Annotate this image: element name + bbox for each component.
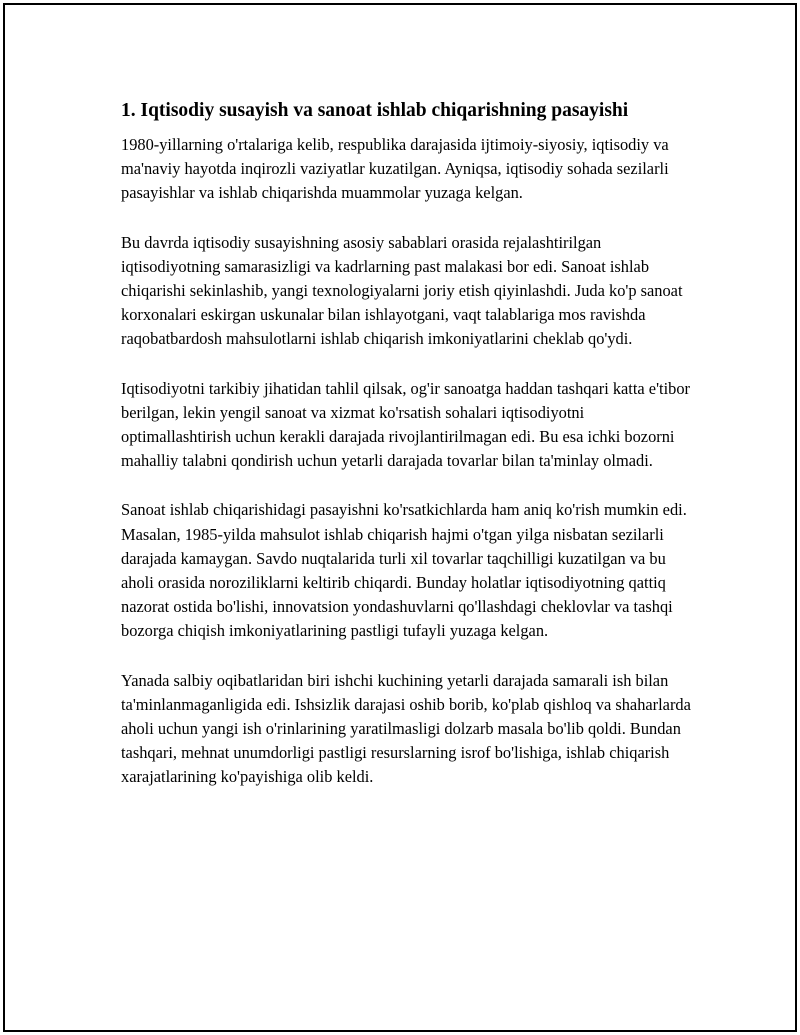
section-heading: 1. Iqtisodiy susayish va sanoat ishlab chiqarishning pasayishi [121,100,629,121]
paragraph-2: Bu davrda iqtisodiy susayishning asosiy sabablari orasida rejalashtirilgan iqtisodiyotning samarasizligi va kadrlarning past malakasi bor edi. Sanoat ishlab chiqarishi sekinlashib, yangi texnologiyalarni joriy etish qiyinlashdi. Juda ko'p sanoat korxonalari eskirgan uskunalar bilan ishlayotgani, vaqt talablariga mos ravishda raqobatbardosh mahsulotlarni ishlab chiqarish imkoniyatlarini cheklab qo'ydi. [121,232,683,349]
paragraph-4: Sanoat ishlab chiqarishidagi pasayishni ko'rsatkichlarda ham aniq ko'rish mumkin edi. Masalan, 1985-yilda mahsulot ishlab chiqarish hajmi o'tgan yilga nisbatan sezilarli darajada kamaygan. Savdo nuqtalarida turli xil tovarlar taqchilligi kuzatilgan va bu aholi orasida noroziliklarni keltirib chiqardi. Bunday holatlar iqtisodiyotning qattiq nazorat ostida bo'lishi, innovatsion yondashuvlarni qo'llashdagi cheklovlar va tashqi bozorga chiqish imkoniyatlarining pastligi tufayli yuzaga kelgan. [121,500,687,641]
paragraph-5: Yanada salbiy oqibatlaridan biri ishchi kuchining yetarli darajada samarali ish bilan ta'minlanmaganligida edi. Ishsizlik darajasi oshib borib, ko'plab qishloq va shaharlarda aholi uchun yangi ish o'rinlarining yaratilmasligi dolzarb masala bo'lib qoldi. Bundan tashqari, mehnat unumdorligi pastligi resurslarning isrof bo'lishiga, ishlab chiqarish xarajatlarining ko'payishiga olib keldi. [121,670,691,787]
document-body [121,97,691,815]
page-frame [3,3,797,1032]
paragraph-3: Iqtisodiyotni tarkibiy jihatidan tahlil qilsak, og'ir sanoatga haddan tashqari katta e'tibor berilgan, lekin yengil sanoat va xizmat ko'rsatish sohalari iqtisodiyotni optimallashtirish uchun kerakli darajada rivojlantirilmagan edi. Bu esa ichki bozorni mahalliy talabni qondirish uchun yetarli darajada tovarlar bilan ta'minlay olmadi. [121,378,690,471]
paragraph-1: 1980-yillarning o'rtalariga kelib, respublika darajasida ijtimoiy-siyosiy, iqtisodiy va ma'naviy hayotda inqirozli vaziyatlar kuzatilgan. Ayniqsa, iqtisodiy sohada sezilarli pasayishlar va ishlab chiqarishda muammolar yuzaga kelgan. [121,135,669,203]
